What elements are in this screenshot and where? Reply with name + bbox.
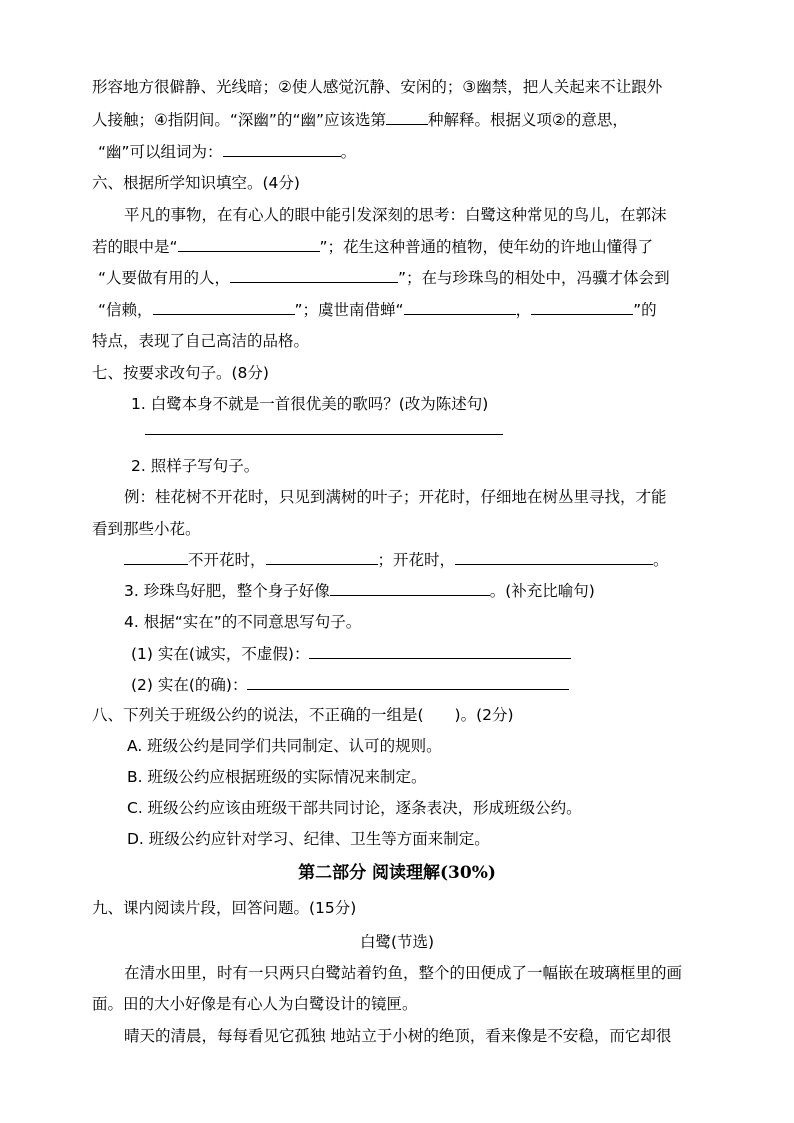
blank-cicada-2[interactable] xyxy=(531,299,633,315)
s5-line2-text-a: 人接触；④指阴间。“深幽”的“幽”应该选第 xyxy=(92,111,387,129)
answer-line-q1[interactable] xyxy=(145,434,503,435)
blank-shizai-2[interactable] xyxy=(247,674,569,690)
s6-p2 xyxy=(92,236,653,258)
s5-line3 xyxy=(98,141,356,163)
s6-p4-text-b: ”；虞世南借蝉“ xyxy=(294,301,404,319)
blank-shizai-1[interactable] xyxy=(309,643,571,659)
s6-p2-text-a: 若的眼中是“ xyxy=(92,238,178,256)
blank-explanation-number[interactable] xyxy=(386,109,428,125)
s6-p3-text-a: “人要做有用的人， xyxy=(98,269,231,287)
s5-line3-text-b: 。 xyxy=(340,143,357,161)
blank-blooming[interactable] xyxy=(455,549,653,565)
s7-example-line2: 看到那些小花。 xyxy=(92,520,201,538)
s6-p4-text-d: ”的 xyxy=(633,301,657,319)
s5-line1: 形容地方很僻静、光线暗；②使人感觉沉静、安闲的；③幽禁，把人关起来不让跟外 xyxy=(92,78,663,96)
blank-not-blooming[interactable] xyxy=(266,549,378,565)
blank-cicada-1[interactable] xyxy=(404,299,516,315)
blank-you-word[interactable] xyxy=(223,141,341,157)
blank-peanut[interactable] xyxy=(230,267,398,283)
s6-p5: 特点，表现了自己高洁的品格。 xyxy=(92,332,310,350)
s6-p4 xyxy=(98,299,657,321)
passage-line-1: 在清水田里，时有一只两只白鹭站着钓鱼，整个的田便成了一幅嵌在玻璃框里的画 xyxy=(124,964,683,982)
s6-p3-text-b: ”；在与珍珠鸟的相处中，冯骥才体会到 xyxy=(398,269,670,287)
blank-trust[interactable] xyxy=(153,299,295,315)
s7-q3 xyxy=(124,580,595,602)
section-6-title: 六、根据所学知识填空。(4分) xyxy=(92,174,300,192)
s7-q4-2-label: (2) 实在(的确)： xyxy=(131,676,248,694)
s7-fill-text-c: 。 xyxy=(653,551,669,569)
s7-fill-text-b: ；开花时， xyxy=(377,551,456,569)
s6-p4-text-a: “信赖， xyxy=(98,301,153,319)
section-9-title: 九、课内阅读片段，回答问题。(15分) xyxy=(92,899,357,917)
passage-line-2: 面。田的大小好像是有心人为白鹭设计的镜匣。 xyxy=(92,995,418,1013)
option-d[interactable]: D. 班级公约应针对学习、纪律、卫生等方面来制定。 xyxy=(127,830,490,848)
s7-q2: 2. 照样子写句子。 xyxy=(131,457,260,475)
s6-p4-text-c: ， xyxy=(515,301,532,319)
blank-bailu[interactable] xyxy=(178,236,320,252)
passage-line-3: 晴天的清晨，每每看见它孤独 地站立于小树的绝顶，看来像是不安稳，而它却很 xyxy=(124,1027,672,1045)
s6-p3 xyxy=(98,267,670,289)
s5-line3-text-a: “幽”可以组词为： xyxy=(98,143,223,161)
s6-p2-text-b: ”；花生这种普通的植物，使年幼的许地山懂得了 xyxy=(319,238,654,256)
part-2-heading: 第二部分 阅读理解(30%) xyxy=(298,863,496,883)
s7-q1: 1. 白鹭本身不就是一首很优美的歌吗？(改为陈述句) xyxy=(131,395,489,413)
passage-title: 白鹭(节选) xyxy=(359,933,435,951)
option-a[interactable]: A. 班级公约是同学们共同制定、认可的规则。 xyxy=(127,737,442,755)
s7-example-line1: 例：桂花树不开花时，只见到满树的叶子；开花时，仔细地在树丛里寻找，才能 xyxy=(124,488,667,506)
option-c[interactable]: C. 班级公约应该由班级干部共同讨论，逐条表决，形成班级公约。 xyxy=(127,799,582,817)
s7-q3-text-b: 。(补充比喻句) xyxy=(489,582,595,600)
s5-line2-text-b: 种解释。根据义项②的意思， xyxy=(428,111,628,129)
blank-tree-name[interactable] xyxy=(124,549,188,565)
s7-q4: 4. 根据“实在”的不同意思写句子。 xyxy=(124,613,362,631)
blank-simile[interactable] xyxy=(330,580,490,596)
section-7-title: 七、按要求改句子。(8分) xyxy=(92,364,269,382)
s5-line2 xyxy=(92,109,628,131)
s6-p1: 平凡的事物，在有心人的眼中能引发深刻的思考：白鹭这种常见的鸟儿，在郭沫 xyxy=(124,206,667,224)
s7-q4-1 xyxy=(131,643,571,665)
option-b[interactable]: B. 班级公约应根据班级的实际情况来制定。 xyxy=(127,768,427,786)
s7-fill-text-a: 不开花时， xyxy=(188,551,266,569)
s7-q4-2 xyxy=(131,674,569,696)
s7-q4-1-label: (1) 实在(诚实，不虚假)： xyxy=(131,645,310,663)
s7-q3-text-a: 3. 珍珠鸟好肥，整个身子好像 xyxy=(124,582,330,600)
section-8-title: 八、下列关于班级公约的说法，不正确的一组是( )。(2分) xyxy=(92,706,514,724)
s7-fill-sentence xyxy=(124,549,669,571)
